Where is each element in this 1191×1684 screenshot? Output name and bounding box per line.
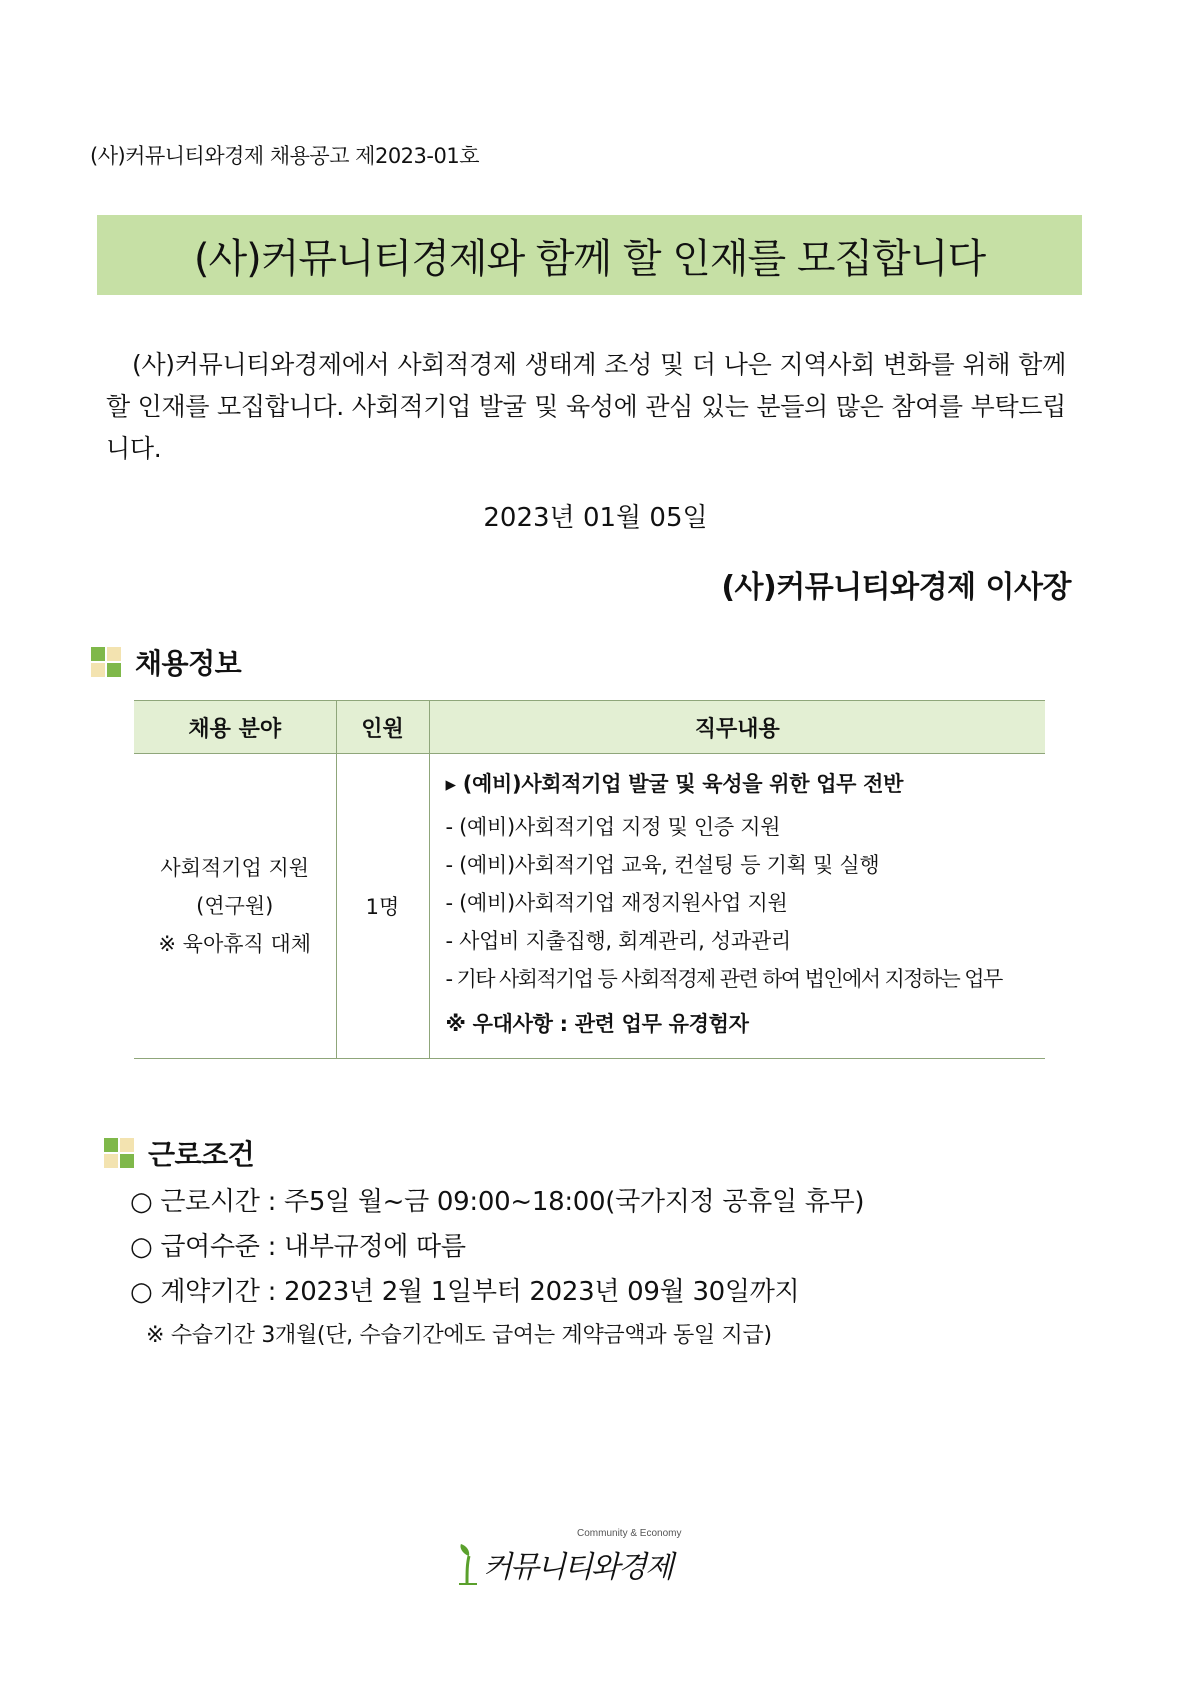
duty-heading: ▸ (예비)사회적기업 발굴 및 육성을 위한 업무 전반: [445, 772, 904, 796]
duty-item: - (예비)사회적기업 교육, 컨설팅 등 기획 및 실행: [445, 853, 880, 877]
field-line: (연구원): [196, 894, 274, 918]
duty-cell: [429, 754, 1045, 1059]
title-banner: [97, 215, 1082, 295]
table-row: [134, 754, 1045, 1059]
probation-note: ※ 수습기간 3개월(단, 수습기간에도 급여는 계약금액과 동일 지급): [146, 1323, 772, 1348]
organization-logo: [455, 1528, 695, 1588]
section-title: 근로조건: [148, 1138, 255, 1171]
preference-note: ※ 우대사항 : 관련 업무 유경험자: [445, 1012, 749, 1036]
field-cell: [134, 754, 336, 1059]
logo-name: 커뮤니티와경제: [483, 1550, 672, 1585]
table-header-row: [134, 701, 1045, 754]
section-bullet-icon: [104, 1138, 134, 1168]
section-bullet-icon: [91, 647, 121, 677]
count-cell: 1명: [336, 754, 429, 1059]
col-header-count: 인원: [336, 701, 429, 754]
page-title: (사)커뮤니티경제와 함께 할 인재를 모집합니다: [193, 235, 986, 282]
signer: (사)커뮤니티와경제 이사장: [721, 570, 1071, 605]
notice-date: 2023년 01월 05일: [483, 503, 708, 533]
duty-item: - 사업비 지출집행, 회계관리, 성과관리: [445, 929, 791, 953]
col-header-field: 채용 분야: [134, 701, 336, 754]
job-table: [134, 700, 1045, 1059]
section-title: 채용정보: [135, 647, 242, 680]
duty-item: - (예비)사회적기업 재정지원사업 지원: [445, 891, 788, 915]
section-work-conditions: [104, 1133, 254, 1173]
condition-work-hours: ○ 근로시간 : 주5일 월~금 09:00~18:00(국가지정 공휴일 휴무): [130, 1187, 865, 1217]
condition-contract-period: ○ 계약기간 : 2023년 2월 1일부터 2023년 09월 30일까지: [130, 1277, 800, 1307]
section-hiring-info: [91, 642, 241, 682]
field-line: 사회적기업 지원: [160, 856, 310, 880]
field-line: ※ 육아휴직 대체: [158, 932, 312, 956]
condition-salary: ○ 급여수준 : 내부규정에 따름: [130, 1232, 466, 1262]
duty-item: - 기타 사회적기업 등 사회적경제 관련 하여 법인에서 지정하는 업무: [445, 967, 1002, 991]
col-header-duties: 직무내용: [429, 701, 1045, 754]
sprout-icon: [455, 1542, 481, 1586]
intro-paragraph: (사)커뮤니티와경제에서 사회적경제 생태계 조성 및 더 나은 지역사회 변화를 위해 함께 할 인재를 모집합니다. 사회적기업 발굴 및 육성에 관심 있는 분들의 많은 참여를 부탁드립니다.: [106, 350, 1066, 463]
duty-item: - (예비)사회적기업 지정 및 인증 지원: [445, 815, 781, 839]
notice-number: (사)커뮤니티와경제 채용공고 제2023-01호: [90, 144, 479, 168]
logo-subtitle: Community & Economy: [577, 1528, 682, 1539]
